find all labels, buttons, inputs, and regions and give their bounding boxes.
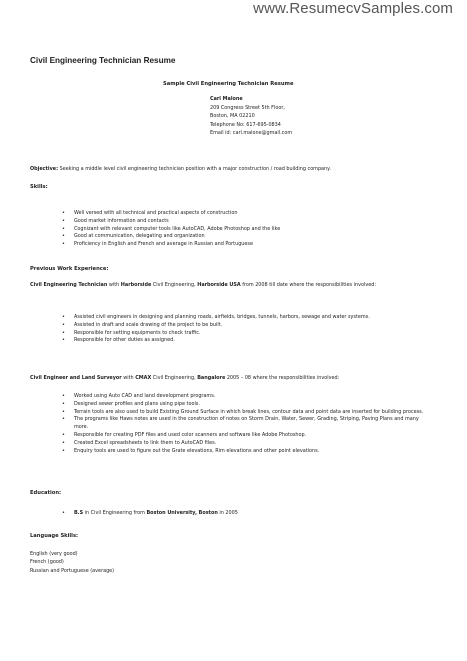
- list-item: • Enquiry tools are used to figure out the Grate elevations, Rim elevations and other point elevations.: [74, 448, 434, 456]
- objective-label: Objective:: [30, 166, 59, 172]
- contact-name: Carl Malone: [210, 96, 243, 102]
- list-item: • Worked using Auto CAD and land development programs.: [74, 393, 434, 401]
- job1-with: with: [107, 282, 121, 288]
- list-item: Russian and Portuguese (average): [30, 567, 115, 574]
- list-item: • Responsible for creating PDF files and used color scanners and software like Adobe Photoshop.: [74, 432, 434, 440]
- contact-email: Email id: carl.malone@gmail.com: [210, 130, 293, 137]
- education-school: Boston University, Boston: [146, 510, 218, 516]
- list-item: French (good): [30, 559, 64, 566]
- list-item: • The programs like Haws notes are used in the construction of notes on Storm Drain, Water, Sewer, Grading, Striping, Paving Plans and many more.: [74, 416, 434, 432]
- contact-block: [210, 95, 292, 138]
- list-item: • Created Excel spreadsheets to link them to AutoCAD files.: [74, 440, 434, 448]
- list-item: • Cognizant with relevant computer tools like AutoCAD, Adobe Photoshop and the like: [74, 226, 434, 234]
- languages-heading: Language Skills:: [30, 533, 79, 539]
- job2-with: with: [121, 375, 136, 381]
- document-title: Civil Engineering Technician Resume: [30, 56, 176, 65]
- job2-middle: Civil Engineering,: [151, 375, 198, 381]
- job2-list: [74, 393, 434, 455]
- sample-title: Sample Civil Engineering Technician Resume: [163, 81, 294, 87]
- job2-tail: 2005 – 08 where the responsibilities involved:: [225, 375, 340, 381]
- objective-text: Seeking a middle level civil engineering technician position with a major construction / road building company.: [58, 166, 331, 172]
- list-item: • Responsible for other duties as assigned.: [74, 337, 434, 345]
- job2-title: Civil Engineer and Land Surveyor: [30, 375, 122, 381]
- list-item: • Good at communication, delegating and organization: [74, 233, 434, 241]
- job1-location: Harborside USA: [197, 282, 241, 288]
- education-item: [74, 510, 238, 516]
- list-item: • Responsible for setting equipments to check traffic.: [74, 330, 434, 338]
- list-item: • Proficiency in English and French and average in Russian and Portuguese: [74, 241, 434, 249]
- languages-list: [30, 550, 114, 575]
- job2-location: Bangalore: [197, 375, 226, 381]
- list-item: • Good market information and contacts: [74, 218, 434, 226]
- job1-title: Civil Engineering Technician: [30, 282, 108, 288]
- education-heading: Education:: [30, 490, 62, 496]
- objective: [30, 166, 331, 172]
- job1-list: [74, 314, 434, 345]
- job2-company: CMAX: [135, 375, 152, 381]
- skills-heading: Skills:: [30, 184, 48, 190]
- skills-list: [74, 210, 434, 249]
- list-item: • Well versed with all technical and practical aspects of construction: [74, 210, 434, 218]
- contact-address-line1: 209 Congress Street 5th Floor,: [210, 104, 285, 111]
- education-degree: B.S: [74, 510, 84, 516]
- job1-company: Harborside: [120, 282, 152, 288]
- job1-header: [30, 281, 440, 289]
- education-mid: in Civil Engineering from: [83, 510, 147, 516]
- contact-address-line2: Boston, MA 02210: [210, 113, 255, 120]
- job1-tail: from 2008 till date where the responsibilities involved:: [240, 282, 376, 288]
- experience-heading: Previous Work Experience:: [30, 266, 109, 272]
- list-item: • Assisted civil engineers in designing and planning roads, airfields, bridges, tunnels, harbors, sewage and water systems.: [74, 314, 434, 322]
- list-item: • Designed sewer profiles and plans using pipe tools.: [74, 401, 434, 409]
- contact-phone: Telephone No: 617-695-0834: [210, 121, 281, 128]
- list-item: • Assisted in draft and scale drawing of the project to be built.: [74, 322, 434, 330]
- list-item: • Terrain tools are also used to build Existing Ground Surface in which break lines, contour data and point data are inserted for building process.: [74, 409, 434, 417]
- list-item: English (very good): [30, 551, 78, 557]
- job1-middle: Civil Engineering,: [151, 282, 198, 288]
- watermark: www.ResumecvSamples.com: [253, 0, 453, 17]
- education-year: in 2005: [217, 510, 238, 516]
- job2-header: [30, 374, 440, 382]
